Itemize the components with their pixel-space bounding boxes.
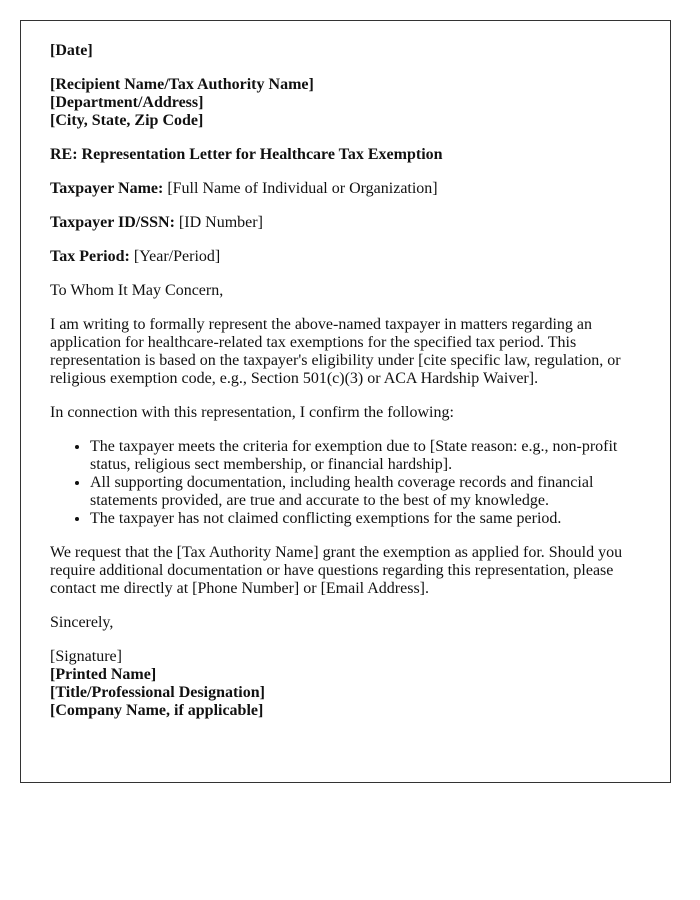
salutation: To Whom It May Concern,: [50, 282, 224, 299]
body-paragraph: I am writing to formally represent the above-named taxpayer in matters regarding an application for healthcare-related tax exemptions for the specified tax period. This representation is based on the taxpayer's eligibility under [cite specific law, regulation, or religious exemption code, e.g., Section 501(c)(3) or ACA Hardship Waiver].: [50, 316, 621, 387]
list-item: • All supporting documentation, including health coverage records and financial statements provided, are true and accurate to the best of my knowledge.: [90, 474, 649, 510]
date: [Date]: [50, 42, 93, 59]
field-tax-period: [50, 248, 649, 266]
subject: RE: Representation Letter for Healthcare Tax Exemption: [50, 146, 443, 163]
date-line: [50, 42, 649, 60]
professional-title: [Title/Professional Designation]: [50, 684, 265, 701]
field-label: Taxpayer ID/SSN:: [50, 214, 175, 231]
field-taxpayer-name: [50, 180, 649, 198]
company-name: [Company Name, if applicable]: [50, 702, 264, 719]
recipient-city: [City, State, Zip Code]: [50, 112, 204, 129]
confirmation-list: [50, 438, 649, 528]
recipient-department: [Department/Address]: [50, 94, 204, 111]
field-value: [Full Name of Individual or Organization]: [167, 180, 438, 197]
letter-document: [20, 20, 671, 783]
field-value: [ID Number]: [178, 214, 263, 231]
subject-line: [50, 146, 649, 164]
signature: [Signature]: [50, 648, 122, 665]
field-taxpayer-id: [50, 214, 649, 232]
recipient-name: [Recipient Name/Tax Authority Name]: [50, 76, 314, 93]
field-value: [Year/Period]: [133, 248, 221, 265]
signature-block: [50, 648, 649, 720]
list-item: • The taxpayer meets the criteria for exemption due to [State reason: e.g., non-profit status, religious sect membership, or financial hardship].: [90, 438, 649, 474]
confirmation-intro: In connection with this representation, I confirm the following:: [50, 404, 454, 421]
closing-paragraph: We request that the [Tax Authority Name] grant the exemption as applied for. Should you require additional documentation or have questions regarding this representation, please contact me directly at [Phone Number] or [Email Address].: [50, 544, 623, 597]
closing: Sincerely,: [50, 614, 114, 631]
printed-name: [Printed Name]: [50, 666, 157, 683]
field-label: Tax Period:: [50, 248, 130, 265]
recipient-block: [50, 76, 649, 130]
list-item: • The taxpayer has not claimed conflicting exemptions for the same period.: [90, 510, 649, 528]
field-label: Taxpayer Name:: [50, 180, 164, 197]
